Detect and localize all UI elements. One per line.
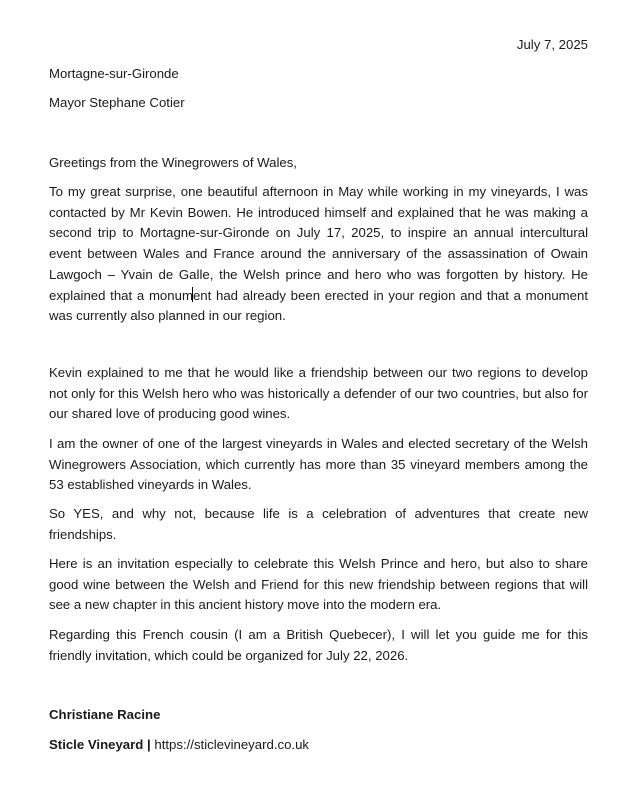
greeting: Greetings from the Winegrowers of Wales, — [49, 155, 297, 170]
signature-company: Sticle Vineyard — [49, 737, 144, 752]
paragraph-intro-text-before-cursor: To my great surprise, one beautiful afternoon in May while working in my vineyards, I was contacted by Mr Kevin Bowen. He introduced himself and explained that he was making a second trip to Mortagne-sur-Gironde on July 17, 2025, to inspire an annual intercultural event between Wales and France around the anniversary of the assassination of Owain Lawgoch – Yvain de Galle, the Welsh prince and hero who was forgotten by history. He explained that a monum — [49, 184, 588, 303]
paragraph-intro[interactable] — [49, 182, 588, 327]
letter-date: July 7, 2025 — [516, 37, 588, 52]
signature-company-line — [49, 735, 309, 755]
recipient-name: Mayor Stephane Cotier — [49, 95, 185, 110]
paragraph-friendship: Kevin explained to me that he would like a friendship between our two regions to develop not only for this Welsh hero who was historically a defender of our two countries, but also for our shared love of producing good wines. — [49, 365, 588, 422]
signature-name: Christiane Racine — [49, 707, 161, 722]
recipient-location: Mortagne-sur-Gironde — [49, 66, 179, 81]
paragraph-invitation: Here is an invitation especially to celebrate this Welsh Prince and hero, but also to share good wine between the Welsh and Friend for this new friendship between regions that will see a new chapter in this ancient history move into the modern era. — [49, 556, 588, 613]
signature-separator: | — [143, 737, 155, 752]
signature-website-link[interactable]: https://sticlevineyard.co.uk — [154, 737, 310, 752]
paragraph-yes: So YES, and why not, because life is a celebration of adventures that create new friendships. — [49, 506, 588, 542]
paragraph-intro-text-after-cursor: ent had already been erected in your region and that a monument was currently also planned in our region. — [49, 287, 588, 324]
paragraph-cousin: Regarding this French cousin (I am a British Quebecer), I will let you guide me for this friendly invitation, which could be organized for July 22, 2026. — [49, 627, 588, 663]
paragraph-owner: I am the owner of one of the largest vineyards in Wales and elected secretary of the Welsh Winegrowers Association, which currently has more than 35 vineyard members among the 53 established vineyards in Wales. — [49, 436, 588, 493]
